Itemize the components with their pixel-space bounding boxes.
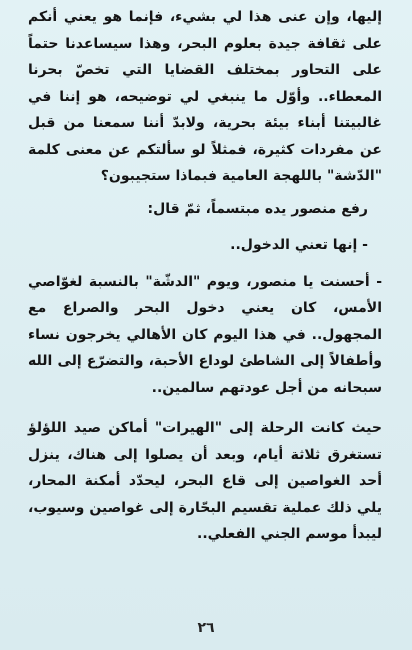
page-number: ٢٦ — [197, 620, 215, 636]
paragraph-3: - إنها تعني الدخول.. — [230, 237, 368, 253]
paragraph-2: رفع منصور يده مبتسماً، ثمّ قال: — [147, 200, 368, 217]
paragraph-1: إليها، وإن عنى هذا لي بشيء، فإنما هو يعني أنكم على ثقافة جيدة بعلوم البحر، وهذا سيساعدنا حتماً على التحاور بمختلف القضايا التي تخصّ بحرنا المعطاء.. وأوّل ما ينبغي لي توضيحه، هو إننا في غالبيتنا أبناء بيئة بحرية، ولابدّ أننا سمعنا من قبل عن مفردات كثيرة، فمثلاً لو سألتكم عن معنى كلمة "الدّشة" باللهجة العامية فبماذا ستجيبون؟ — [28, 9, 382, 184]
paragraph-gap — [28, 222, 382, 232]
paragraph-4: - أحسنت يا منصور، ويوم "الدشّة" بالنسبة لغوّاصي الأمس، كان يعني دخول البحر والصراع مع المجهول.. في هذا اليوم كان الأهالي يخرجون نساء وأطفالاً إلى الشاطئ لوداع الأحبة، والتضرّع إلى الله سبحانه من أجل عودتهم سالمين.. — [28, 273, 382, 396]
paragraph-gap — [28, 259, 382, 269]
paragraph-gap — [28, 401, 382, 415]
paragraph-5: حيث كانت الرحلة إلى "الهيرات" أماكن صيد اللؤلؤ تستغرق ثلاثة أيام، وبعد أن يصلوا إلى هناك، ينزل أحد الغواصين إلى قاع البحر، ليحدّد أمكنة المحار، يلي ذلك عملية تقسيم البحّارة إلى غواصين وسيوب، ليبدأ موسم الجني الفعلي.. — [28, 420, 382, 542]
